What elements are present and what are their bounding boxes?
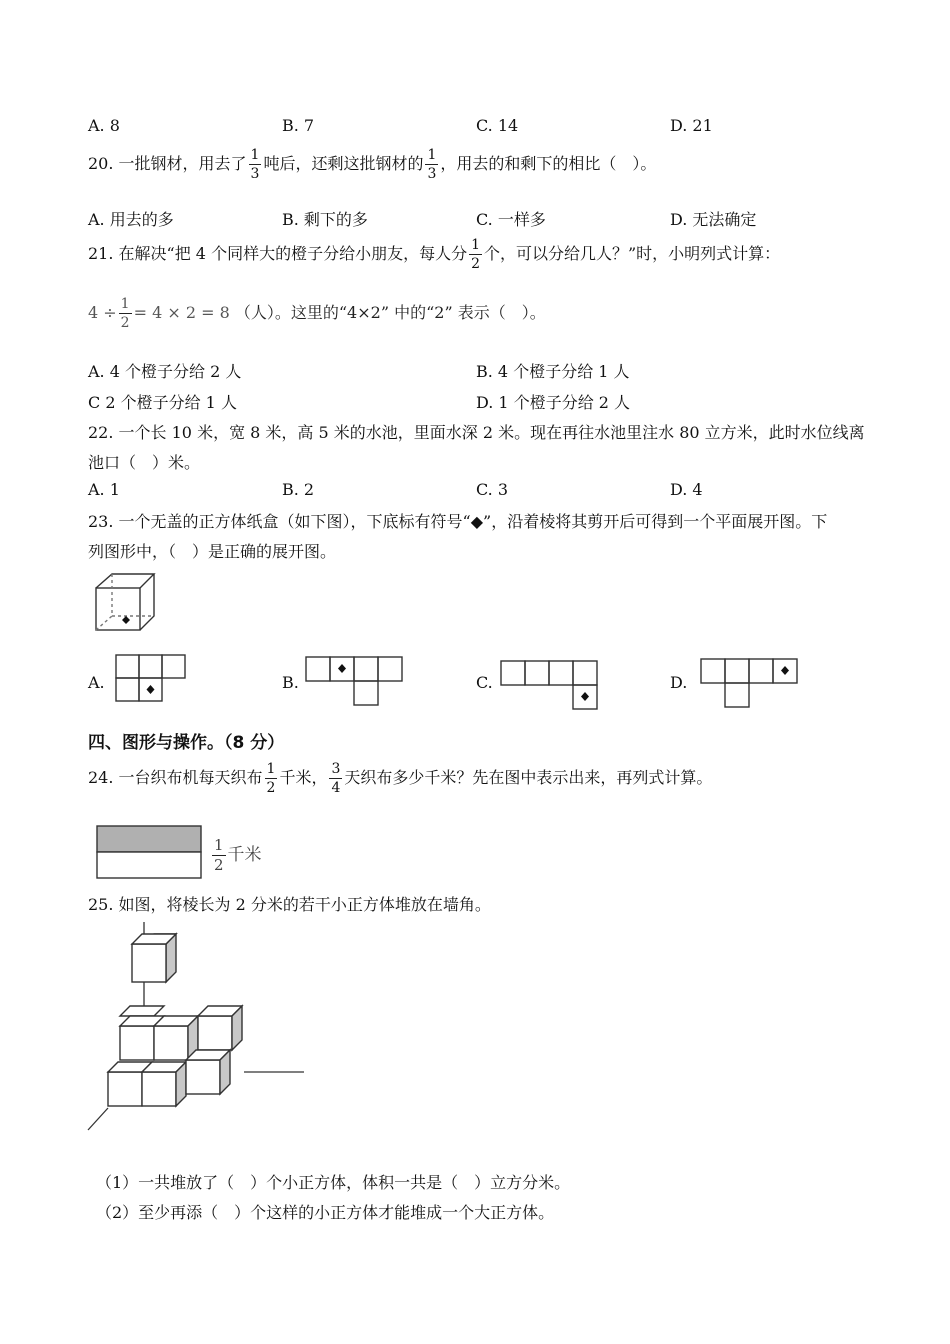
net-b-diamond-icon bbox=[338, 664, 346, 673]
q22-option-b: B. 2 bbox=[282, 480, 315, 499]
q25-line1: 25. 如图，将棱长为 2 分米的若干小正方体堆放在墙角。 bbox=[88, 895, 491, 914]
q21-formula-post: = 4 × 2 = 8 bbox=[133, 303, 230, 322]
net-a-diamond-icon bbox=[147, 685, 155, 694]
q23-net-d bbox=[700, 658, 798, 708]
q20-fraction-1 bbox=[249, 148, 262, 181]
wall-depth-axis bbox=[88, 1108, 108, 1130]
q20-mid: 吨后，还剩这批钢材的 bbox=[263, 154, 424, 173]
q23-line1: 23. 一个无盖的正方体纸盒（如下图），下底标有符号“◆”，沿着棱将其剪开后可得到一个平面展开图。下 bbox=[88, 512, 828, 531]
q24-stem bbox=[88, 762, 712, 795]
q23-net-b bbox=[305, 656, 403, 708]
cube-hidden-edge-bottom bbox=[96, 616, 112, 630]
net-d-diamond-icon bbox=[781, 666, 789, 675]
q23-net-a bbox=[115, 654, 187, 704]
q24-fraction-1 bbox=[265, 762, 278, 795]
q20-option-b: B. 剩下的多 bbox=[282, 210, 368, 229]
q22-line1: 22. 一个长 10 米，宽 8 米，高 5 米的水池，里面水深 2 米。现在再往水池里注水 80 立方米，此时水位线离 bbox=[88, 423, 865, 442]
q21-option-d: D. 1 个橙子分给 2 人 bbox=[476, 393, 631, 412]
q23-option-d-label: D. bbox=[670, 673, 688, 692]
q24-bar-frac-num: 1 bbox=[214, 836, 224, 854]
q20-option-c: C. 一样多 bbox=[476, 210, 546, 229]
cube-top-edges bbox=[96, 574, 154, 588]
cube-front-face bbox=[96, 588, 140, 630]
q24-bar-label-unit: 千米 bbox=[227, 845, 262, 865]
q24-bar-frac-den: 2 bbox=[214, 856, 224, 874]
cube-diamond-marker-icon bbox=[122, 616, 130, 624]
q20-option-a: A. 用去的多 bbox=[88, 210, 174, 229]
q24-prefix: 24. 一台织布机每天织布 bbox=[88, 768, 263, 787]
q21-formula-fraction bbox=[119, 297, 132, 330]
q19-option-a: A. 8 bbox=[88, 116, 120, 135]
q22-option-d: D. 4 bbox=[670, 480, 703, 499]
q24-frac2-den: 4 bbox=[331, 780, 341, 796]
q24-suffix: 天织布多少千米？先在图中表示出来，再列式计算。 bbox=[344, 768, 713, 787]
q24-fraction-2 bbox=[329, 762, 342, 795]
q22-option-c: C. 3 bbox=[476, 480, 509, 499]
q21-suffix: 个，可以分给几人？”时，小明列式计算： bbox=[484, 244, 781, 263]
q21-formula-line bbox=[88, 297, 546, 330]
q24-frac1-num: 1 bbox=[266, 761, 276, 777]
q20-frac2-den: 3 bbox=[427, 166, 437, 182]
q21-formula-frac-num: 1 bbox=[120, 296, 130, 312]
q23-option-c-label: C. bbox=[476, 673, 493, 692]
q24-mid: 千米， bbox=[279, 768, 328, 787]
q20-frac2-num: 1 bbox=[427, 147, 437, 163]
q24-bar-label bbox=[210, 838, 262, 873]
q20-frac1-num: 1 bbox=[250, 147, 260, 163]
q23-open-cube-figure bbox=[94, 572, 164, 634]
net-c-diamond-icon bbox=[581, 692, 589, 701]
cube-side-edges bbox=[140, 574, 154, 630]
q21-line2: （人）。这里的“4×2” 中的“2” 表示（ ）。 bbox=[234, 303, 546, 322]
q20-fraction-2 bbox=[425, 148, 438, 181]
q23-option-b-label: B. bbox=[282, 673, 299, 692]
q20-frac1-den: 3 bbox=[250, 166, 260, 182]
q20-option-d: D. 无法确定 bbox=[670, 210, 757, 229]
q24-bar-blank bbox=[97, 852, 201, 878]
cube-stack bbox=[108, 934, 242, 1106]
section-4-heading: 四、图形与操作。（8 分） bbox=[88, 733, 285, 753]
q19-option-c: C. 14 bbox=[476, 116, 519, 135]
q23-line2: 列图形中，（ ）是正确的展开图。 bbox=[88, 542, 337, 561]
q21-frac-den: 2 bbox=[471, 256, 480, 272]
q24-bar-shaded bbox=[97, 826, 201, 852]
q19-option-b: B. 7 bbox=[282, 116, 315, 135]
q24-bar-diagram bbox=[96, 825, 206, 881]
q24-bar-label-fraction bbox=[212, 838, 226, 873]
q22-option-a: A. 1 bbox=[88, 480, 120, 499]
q24-frac1-den: 2 bbox=[266, 780, 276, 796]
q19-option-d: D. 21 bbox=[670, 116, 713, 135]
q20-stem bbox=[88, 148, 656, 181]
q21-prefix: 21. 在解决“把 4 个同样大的橙子分给小朋友，每人分 bbox=[88, 244, 468, 263]
q23-net-c bbox=[500, 660, 598, 710]
q21-option-b: B. 4 个橙子分给 1 人 bbox=[476, 362, 630, 381]
q21-stem bbox=[88, 238, 780, 271]
q21-formula-pre: 4 ÷ bbox=[88, 303, 117, 322]
q21-option-c: C 2 个橙子分给 1 人 bbox=[88, 393, 237, 412]
q21-frac-num: 1 bbox=[471, 237, 480, 253]
q20-suffix: ，用去的和剩下的相比（ ）。 bbox=[440, 154, 657, 173]
q25-sub1: （1）一共堆放了（ ）个小正方体，体积一共是（ ）立方分米。 bbox=[96, 1173, 571, 1192]
q21-fraction bbox=[469, 238, 482, 271]
q21-formula-frac-den: 2 bbox=[120, 315, 130, 331]
q22-line2: 池口（ ）米。 bbox=[88, 453, 201, 472]
q25-sub2: （2）至少再添（ ）个这样的小正方体才能堆成一个大正方体。 bbox=[96, 1203, 555, 1222]
q20-prefix: 20. 一批钢材，用去了 bbox=[88, 154, 247, 173]
q21-option-a: A. 4 个橙子分给 2 人 bbox=[88, 362, 242, 381]
q24-frac2-num: 3 bbox=[331, 761, 341, 777]
q23-option-a-label: A. bbox=[88, 673, 105, 692]
q25-stacked-cubes-figure bbox=[86, 920, 310, 1136]
